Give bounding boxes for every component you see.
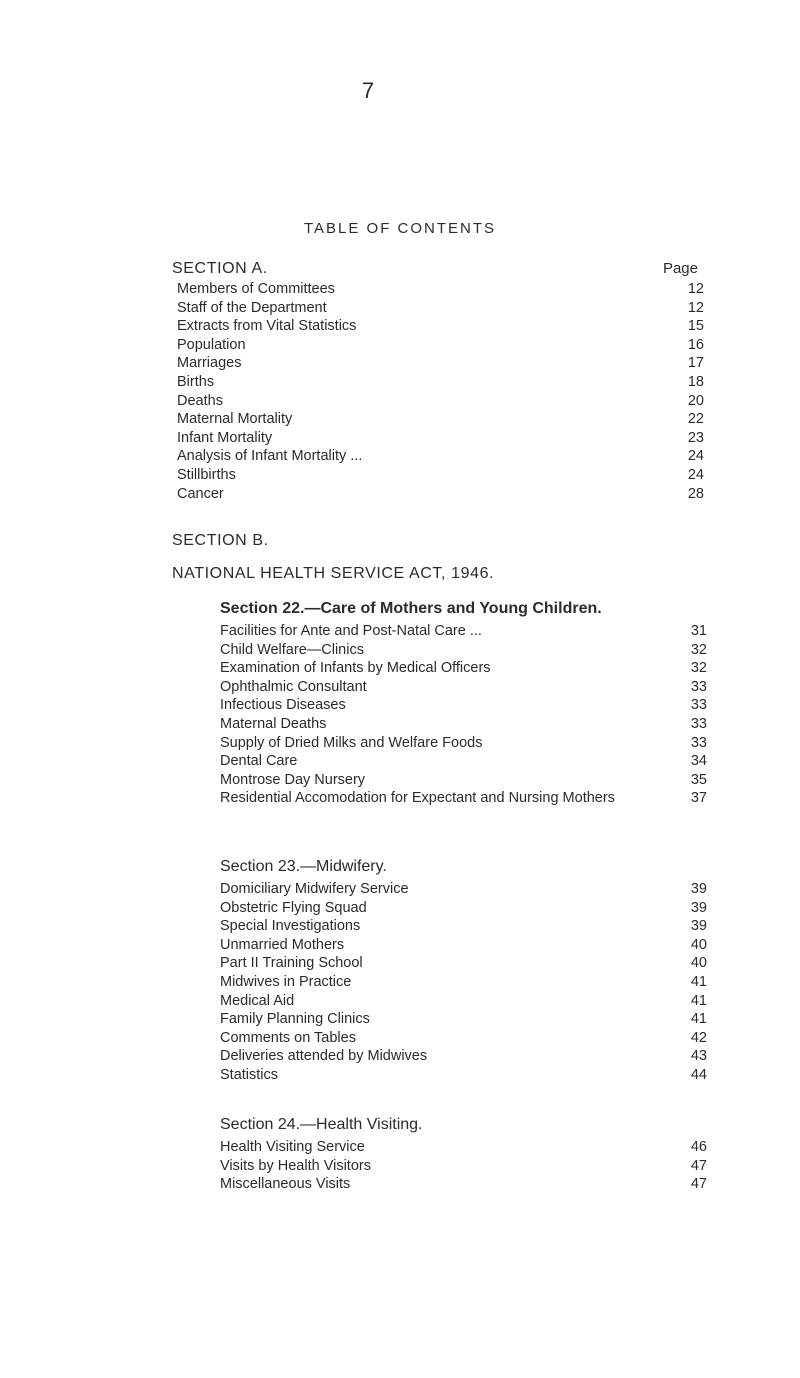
toc-entry: [177, 373, 704, 392]
toc-entry-page: 31: [690, 623, 707, 639]
toc-entry-label: Ophthalmic Consultant: [220, 678, 367, 695]
toc-entry-page: 33: [690, 715, 707, 732]
toc-entry-page: 39: [690, 881, 707, 897]
toc-entry: [220, 899, 707, 918]
page-number: 7: [361, 78, 375, 103]
toc-entry: [220, 1175, 707, 1194]
toc-entry-label: Comments on Tables: [220, 1029, 356, 1046]
toc-entry-page: 24: [687, 466, 704, 483]
toc-entry-label: Stillbirths: [177, 466, 236, 483]
toc-entry-page: 17: [687, 355, 704, 372]
toc-entry-page: 39: [690, 899, 707, 916]
toc-entry-label: Montrose Day Nursery: [220, 771, 366, 788]
toc-entry-page: 24: [687, 448, 704, 465]
toc-entry: [177, 485, 704, 504]
toc-entry: [220, 973, 707, 992]
toc-entry: [220, 659, 707, 678]
toc-entry: [177, 466, 704, 485]
section-24-list: [220, 1138, 707, 1194]
toc-entry-label: Part II Training School: [220, 955, 363, 972]
toc-entry-label: Medical Aid: [220, 992, 295, 1009]
toc-entry-label: Deaths: [177, 392, 223, 409]
toc-entry-page: 12: [687, 299, 704, 316]
toc-entry-label: Members of Committees: [177, 281, 335, 297]
toc-entry-page: 33: [690, 734, 707, 751]
toc-entry-label: Health Visiting Service: [220, 1139, 365, 1155]
toc-entry: [220, 880, 707, 899]
toc-entry-label: Residential Accomodation for Expectant and Nursing Mothers: [220, 790, 615, 807]
toc-entry-label: Visits by Health Visitors: [220, 1157, 371, 1174]
section-22-heading: Section 22.—Care of Mothers and Young Children.: [220, 600, 602, 617]
section-b-heading: SECTION B.: [172, 532, 269, 549]
toc-entry-page: 41: [690, 1011, 707, 1028]
toc-entry-label: Obstetric Flying Squad: [220, 899, 367, 916]
toc-entry: [220, 771, 707, 790]
toc-entry: [220, 954, 707, 973]
toc-entry-page: 32: [690, 660, 707, 677]
toc-entry-page: 34: [690, 753, 707, 770]
toc-entry: [220, 1010, 707, 1029]
toc-entry-label: Deliveries attended by Midwives: [220, 1048, 428, 1065]
toc-entry-page: 33: [690, 697, 707, 714]
section-a-list: [177, 280, 704, 503]
toc-entry-label: Maternal Mortality: [177, 411, 293, 428]
toc-entry: [220, 1029, 707, 1048]
toc-entry-page: 47: [690, 1176, 707, 1193]
toc-entry-label: Facilities for Ante and Post-Natal Care ...: [220, 623, 482, 639]
toc-entry-page: 41: [690, 992, 707, 1009]
toc-entry-page: 12: [687, 281, 704, 297]
toc-entry-label: Statistics: [220, 1066, 279, 1083]
toc-entry-label: Dental Care: [220, 753, 298, 770]
toc-entry: [177, 410, 704, 429]
toc-entry: [220, 734, 707, 753]
toc-entry: [220, 1157, 707, 1176]
toc-entry: [220, 1138, 707, 1157]
toc-entry: [220, 1066, 707, 1085]
toc-entry: [177, 354, 704, 373]
toc-entry-label: Analysis of Infant Mortality ...: [177, 448, 363, 465]
toc-entry-page: 43: [690, 1048, 707, 1065]
section-a-heading: SECTION A.: [172, 260, 268, 277]
toc-entry: [177, 447, 704, 466]
page-title: TABLE OF CONTENTS: [303, 220, 497, 237]
toc-entry: [220, 789, 707, 808]
toc-entry: [220, 917, 707, 936]
toc-entry-label: Extracts from Vital Statistics: [177, 318, 357, 335]
toc-entry-page: 20: [687, 392, 704, 409]
toc-entry-page: 47: [690, 1157, 707, 1174]
page-column-header: Page: [662, 260, 698, 277]
toc-entry-page: 44: [690, 1066, 707, 1083]
toc-entry-label: Infant Mortality: [177, 429, 273, 446]
act-heading: NATIONAL HEALTH SERVICE ACT, 1946.: [172, 565, 495, 582]
toc-entry: [177, 280, 704, 299]
toc-entry-page: 39: [690, 918, 707, 935]
toc-entry-page: 22: [687, 411, 704, 428]
toc-entry: [177, 299, 704, 318]
toc-entry-page: 16: [687, 336, 704, 353]
toc-entry-label: Marriages: [177, 355, 242, 372]
toc-entry-page: 35: [690, 771, 707, 788]
toc-entry-label: Supply of Dried Milks and Welfare Foods: [220, 734, 483, 751]
toc-entry: [220, 696, 707, 715]
section-23-heading: Section 23.—Midwifery.: [220, 858, 387, 875]
toc-entry-label: Cancer: [177, 485, 224, 502]
toc-entry-label: Unmarried Mothers: [220, 936, 345, 953]
toc-entry-page: 37: [690, 790, 707, 807]
toc-entry-page: 46: [690, 1139, 707, 1155]
toc-entry-label: Special Investigations: [220, 918, 361, 935]
toc-entry: [220, 678, 707, 697]
section-24-heading: Section 24.—Health Visiting.: [220, 1116, 423, 1133]
toc-entry-label: Midwives in Practice: [220, 973, 352, 990]
toc-entry-page: 18: [687, 373, 704, 390]
toc-entry-label: Maternal Deaths: [220, 715, 327, 732]
toc-entry-label: Infectious Diseases: [220, 697, 346, 714]
toc-entry-label: Births: [177, 373, 215, 390]
toc-entry: [220, 622, 707, 641]
toc-entry-page: 23: [687, 429, 704, 446]
toc-entry: [220, 715, 707, 734]
toc-entry-page: 28: [687, 485, 704, 502]
toc-entry: [177, 392, 704, 411]
toc-entry-label: Child Welfare—Clinics: [220, 641, 364, 658]
section-23-list: [220, 880, 707, 1085]
toc-entry: [220, 1047, 707, 1066]
toc-entry: [177, 336, 704, 355]
toc-entry-label: Staff of the Department: [177, 299, 327, 316]
toc-entry-page: 40: [690, 936, 707, 953]
toc-entry-page: 33: [690, 678, 707, 695]
toc-entry-label: Population: [177, 336, 246, 353]
toc-entry-label: Miscellaneous Visits: [220, 1176, 351, 1193]
toc-entry-page: 41: [690, 973, 707, 990]
toc-entry: [177, 317, 704, 336]
toc-entry-page: 32: [690, 641, 707, 658]
toc-entry: [220, 992, 707, 1011]
toc-entry-page: 40: [690, 955, 707, 972]
toc-entry-label: Domiciliary Midwifery Service: [220, 881, 409, 897]
section-22-list: [220, 622, 707, 808]
toc-entry: [177, 429, 704, 448]
toc-entry-label: Examination of Infants by Medical Officers: [220, 660, 491, 677]
toc-entry-label: Family Planning Clinics: [220, 1011, 370, 1028]
toc-entry: [220, 752, 707, 771]
toc-entry: [220, 641, 707, 660]
toc-entry-page: 42: [690, 1029, 707, 1046]
toc-entry: [220, 936, 707, 955]
toc-entry-page: 15: [687, 318, 704, 335]
